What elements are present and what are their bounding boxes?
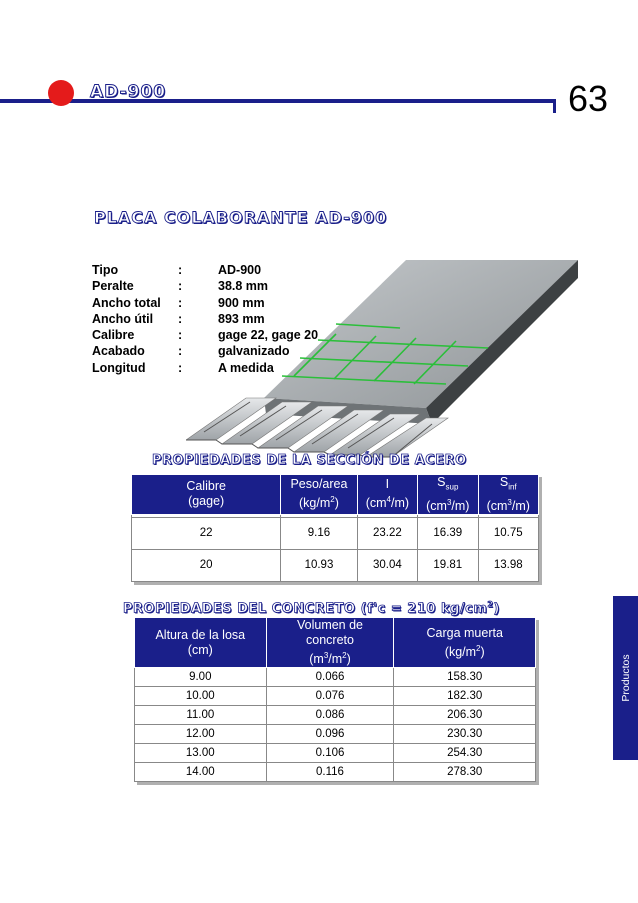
col-header-inertia [357,475,417,515]
col-header-slab-height [135,618,267,668]
header-unit: /m) [390,496,410,511]
spec-label: Acabado [92,344,145,359]
header-unit: (cm [426,498,447,513]
table-cell: 206.30 [394,706,536,725]
header-sup: 3 [323,651,329,660]
spec-label: Peralte [92,279,134,294]
spec-separator: : [178,360,183,375]
table-cell: 9.00 [135,668,267,687]
spec-label: Ancho útil [92,311,154,326]
header-unit: (cm [365,496,387,511]
spec-label: Ancho total [92,295,161,310]
col-header-s-sup [418,475,478,515]
header-unit: /m [328,652,343,667]
col-header-weight [281,475,357,515]
table-cell: 0.096 [266,725,394,744]
table-row [132,549,539,581]
spec-value: AD-900 [218,263,262,277]
header-unit: ) [480,644,485,659]
header-unit: (kg/m [299,496,331,511]
header-sup: 2 [476,643,481,653]
table-cell: 14.00 [135,763,267,782]
section-title: PLACA COLABORANTE AD-900 [94,208,388,227]
table-cell: 182.30 [394,687,536,706]
spec-value: 900 mm [218,295,265,310]
steel-deck-illustration [186,258,581,458]
concrete-title-end: ) [493,601,500,617]
table-cell: 20 [132,549,281,581]
header-line: I [385,477,390,492]
col-header-s-inf [478,475,538,515]
spec-separator: : [178,344,183,359]
header-title: AD-900 [90,82,167,102]
spec-separator: : [178,328,183,343]
spec-value: A medida [218,360,274,375]
header-unit: ) [346,652,351,667]
header-sup: 3 [507,497,512,507]
header-rule [0,99,556,103]
table-cell: 10.93 [281,549,357,581]
table-row [135,706,536,725]
steel-properties-table [131,474,539,582]
header-unit: (cm [486,498,508,513]
spec-value: 893 mm [218,311,265,326]
table-cell: 23.22 [357,517,417,549]
spec-label: Calibre [92,328,135,343]
header-sub: sup [445,482,459,492]
header-line [479,495,538,514]
header-unit: (kg/m [444,644,477,659]
header-line: Carga muerta [426,625,503,640]
table-cell: 254.30 [394,744,536,763]
header-unit: (m [309,652,324,667]
header-sup: 3 [446,497,452,507]
table-row [135,744,536,763]
col-header-concrete-volume [266,618,394,668]
table-cell: 13.98 [478,549,538,581]
table-cell: 11.00 [135,706,267,725]
table-row [135,668,536,687]
table-cell: 30.04 [357,549,417,581]
header-line [418,475,477,495]
header-line [394,641,535,660]
header-line [479,475,538,495]
header-line: (cm) [187,642,213,657]
table-cell: 10.75 [478,517,538,549]
header-sup: 2 [342,651,347,660]
table-row [132,517,539,549]
table-cell: 158.30 [394,668,536,687]
spec-separator: : [178,279,183,294]
concrete-properties-table [134,617,536,782]
table-header-row [132,475,539,515]
col-header-dead-load [394,618,536,668]
spec-label: Tipo [92,263,119,277]
spec-separator: : [178,263,183,277]
header-unit: ) [334,496,339,511]
steel-table-title: PROPIEDADES DE LA SECCIÓN DE ACERO [152,453,467,468]
concrete-title-sup: 2 [487,600,494,609]
spec-value: gage 22, gage 20 [218,328,319,343]
table-cell: 13.00 [135,744,267,763]
concrete-slab-top [264,260,578,408]
header-sup: 2 [330,495,335,505]
table-cell: 0.076 [266,687,394,706]
spec-label: Longitud [92,360,146,375]
table-cell: 16.39 [418,517,478,549]
table-cell: 19.81 [418,549,478,581]
header-line: Volumen de [296,618,364,632]
spec-separator: : [178,311,183,326]
table-row [135,687,536,706]
spec-separator: : [178,295,183,310]
header-sub: inf [508,482,517,492]
header-line: Peso/area [290,477,348,492]
table-row [135,763,536,782]
header-line: Calibre [186,479,226,494]
header-unit: /m) [511,498,530,513]
header-line: Altura de la losa [155,627,246,642]
table-cell: 0.116 [266,763,394,782]
table-cell: 12.00 [135,725,267,744]
side-tab-productos[interactable] [613,596,638,760]
red-dot-icon [48,80,74,106]
table-cell: 0.106 [266,744,394,763]
header-symbol: S [499,475,509,489]
header-line [281,492,356,511]
page-number: 63 [568,78,609,119]
table-row [135,725,536,744]
header-line: concreto [306,633,354,647]
table-cell: 278.30 [394,763,536,782]
header-line [267,648,394,667]
table-cell: 230.30 [394,725,536,744]
table-cell: 9.16 [281,517,357,549]
spec-value: 38.8 mm [218,279,269,294]
col-header-gage [132,475,281,515]
concrete-title-text: PROPIEDADES DEL CONCRETO (f'c = 210 kg/cm [123,601,488,617]
header-line [358,492,417,511]
header-line [418,495,477,514]
header-rule-tick [553,99,556,113]
table-header-row [135,618,536,668]
spec-value: galvanizado [218,344,290,359]
header-symbol: S [437,475,446,489]
header-unit: /m) [451,498,470,513]
header-line: (gage) [188,494,225,509]
table-cell: 0.086 [266,706,394,725]
table-cell: 10.00 [135,687,267,706]
header-sup: 4 [386,495,391,505]
table-cell: 0.066 [266,668,394,687]
concrete-table-title [123,600,500,616]
table-cell: 22 [132,517,281,549]
side-tab-label: Productos [619,654,632,702]
